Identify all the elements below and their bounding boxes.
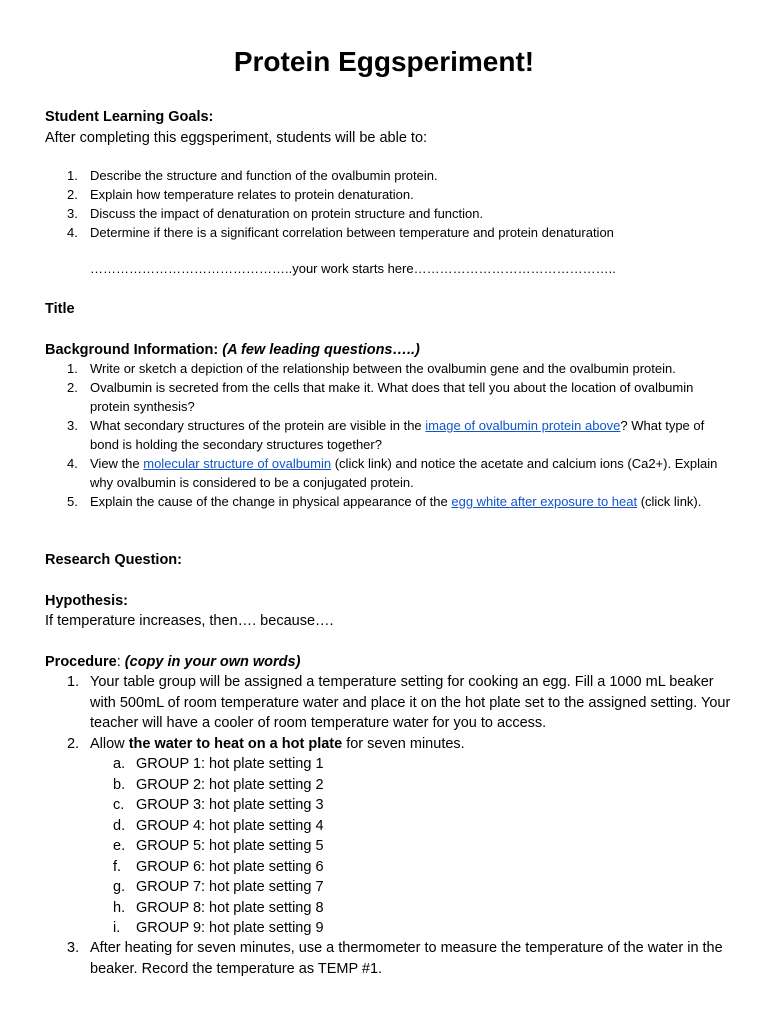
- background-questions: [45, 359, 735, 511]
- goals-intro: After completing this eggsperiment, students will be able to:: [45, 130, 428, 146]
- background-heading: Background Information: (A few leading questions…..): [45, 342, 420, 358]
- list-item: 2. Ovalbumin is secreted from the cells that make it. What does that tell you about the location of ovalbumin protein synthesis?: [67, 380, 694, 414]
- list-item: 4. Determine if there is a significant correlation between temperature and protein denaturation: [67, 225, 614, 240]
- list-item: 3. What secondary structures of the protein are visible in the image of ovalbumin protein above? What type of bond is holding the secondary structures together?: [67, 418, 705, 452]
- list-item: 1. Describe the structure and function of the ovalbumin protein.: [67, 168, 438, 183]
- work-separator: ………………………………………..your work starts here………………………………………..: [90, 261, 616, 276]
- research-question-heading: Research Question:: [45, 552, 182, 568]
- list-item: 5. Explain the cause of the change in physical appearance of the egg white after exposure to heat (click link).: [67, 494, 702, 509]
- list-item: c. GROUP 3: hot plate setting 3: [113, 797, 324, 813]
- page-title: Protein Eggsperiment!: [233, 46, 535, 77]
- list-item: e. GROUP 5: hot plate setting 5: [113, 838, 324, 854]
- list-item: 1. Your table group will be assigned a temperature setting for cooking an egg. Fill a 1000 mL beaker with 500mL of room temperature water and place it on the hot plate set to the assigned setting. Your teacher will have a cooler of room temperature water for you to access.: [67, 674, 731, 731]
- ovalbumin-image-link[interactable]: image of ovalbumin protein above: [425, 418, 621, 433]
- group-settings-list: [45, 754, 735, 939]
- list-item: i. GROUP 9: hot plate setting 9: [113, 920, 324, 936]
- list-item: 2. Allow the water to heat on a hot plate for seven minutes.: [67, 735, 465, 752]
- molecular-structure-link[interactable]: molecular structure of ovalbumin: [143, 456, 332, 471]
- goals-heading: Student Learning Goals:: [45, 109, 214, 125]
- list-item: 4. View the molecular structure of ovalbumin (click link) and notice the acetate and calcium ions (Ca2+). Explain why ovalbumin is considered to be a conjugated protein.: [67, 456, 718, 490]
- title-label: Title: [45, 301, 75, 317]
- procedure-heading: Procedure: (copy in your own words): [45, 654, 301, 670]
- list-item: 1. Write or sketch a depiction of the relationship between the ovalbumin gene and the ovalbumin protein.: [67, 361, 676, 376]
- egg-white-heat-link[interactable]: egg white after exposure to heat: [451, 494, 638, 509]
- list-item: b. GROUP 2: hot plate setting 2: [113, 776, 324, 793]
- list-item: g. GROUP 7: hot plate setting 7: [113, 879, 324, 895]
- list-item: f. GROUP 6: hot plate setting 6: [113, 858, 324, 875]
- list-item: 2. Explain how temperature relates to protein denaturation.: [67, 187, 414, 202]
- list-item: d. GROUP 4: hot plate setting 4: [113, 817, 324, 834]
- procedure-steps-continued: [45, 938, 735, 979]
- goals-list: [45, 166, 735, 242]
- hypothesis-text: If temperature increases, then…. because….: [45, 613, 334, 629]
- hypothesis-heading: Hypothesis:: [45, 593, 128, 609]
- procedure-steps: [45, 672, 735, 754]
- list-item: 3. After heating for seven minutes, use a thermometer to measure the temperature of the water in the beaker. Record the temperature as TEMP #1.: [67, 940, 723, 977]
- list-item: h. GROUP 8: hot plate setting 8: [113, 899, 324, 916]
- list-item: a. GROUP 1: hot plate setting 1: [113, 756, 324, 772]
- list-item: 3. Discuss the impact of denaturation on protein structure and function.: [67, 206, 484, 221]
